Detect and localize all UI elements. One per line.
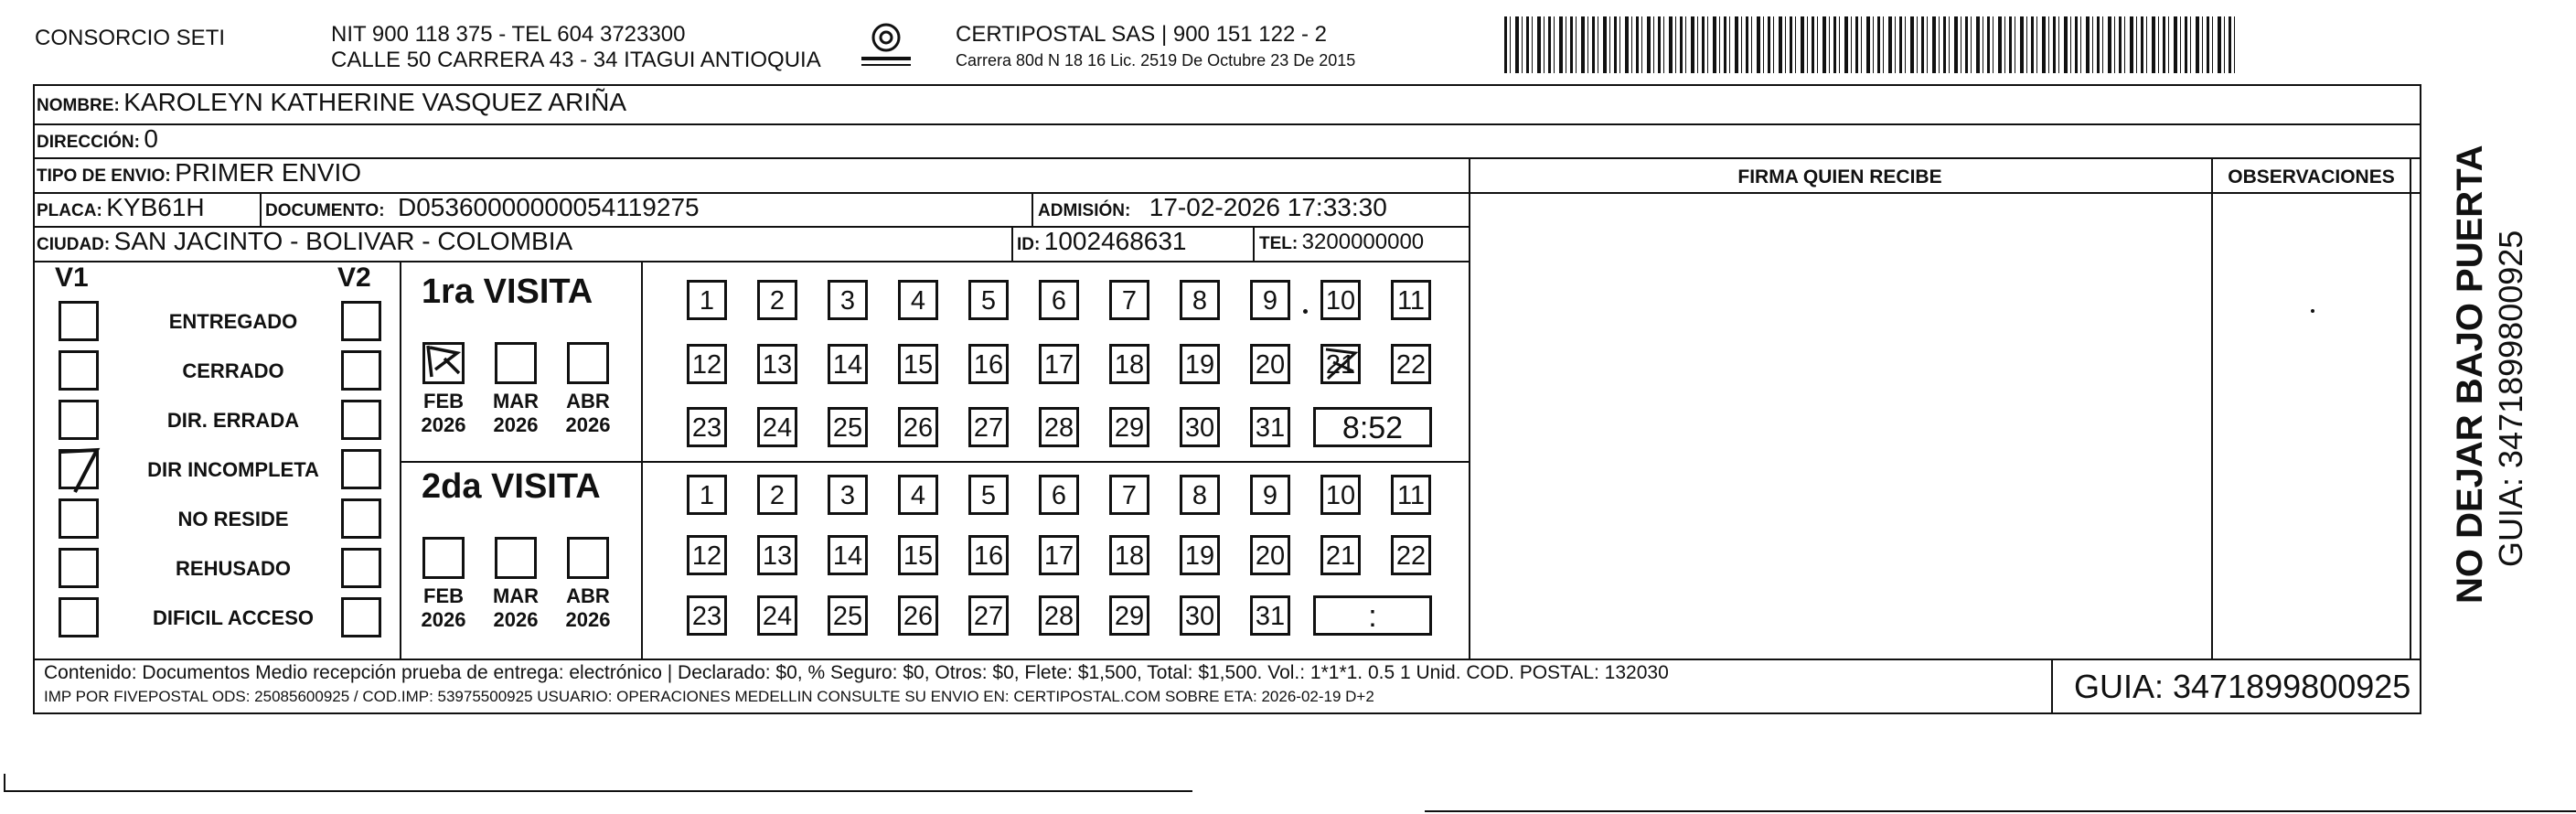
first-visit-day-2[interactable]: 2: [757, 280, 797, 320]
second-visit-day-18[interactable]: 18: [1109, 535, 1149, 575]
v2-header: V2: [337, 262, 371, 293]
direccion-row: [37, 124, 158, 154]
nombre-label: NOMBRE:: [37, 96, 120, 115]
second-visit-day-1[interactable]: 1: [687, 475, 727, 515]
first-visit-day-5[interactable]: 5: [968, 280, 1009, 320]
second-visit-day-28[interactable]: 28: [1039, 595, 1079, 636]
reason-label-7: DIFICIL ACCESO: [152, 606, 314, 629]
second-visit-day-24[interactable]: 24: [757, 595, 797, 636]
second-visit-day-2[interactable]: 2: [757, 475, 797, 515]
barcode: [1504, 16, 2236, 73]
second-visit-month-box-2[interactable]: [495, 537, 537, 579]
first-visit-time[interactable]: 8:52: [1313, 407, 1432, 447]
footer-contenido: Contenido: Documentos Medio recepción prueba de entrega: electrónico | Declarado: $0, % Seguro: $0, Otros: $0, Flete: $1,500, Total: $1,500. Vol.: 1*1*1. 0.5 1 Unid. COD. POSTAL: 132030: [44, 662, 1669, 683]
first-visit-day-25[interactable]: 25: [828, 407, 868, 447]
first-visit-day-15[interactable]: 15: [898, 344, 938, 384]
first-visit-day-27[interactable]: 27: [968, 407, 1009, 447]
handwritten-check-icon: [422, 342, 465, 384]
second-visit-day-7[interactable]: 7: [1109, 475, 1149, 515]
second-visit-day-17[interactable]: 17: [1039, 535, 1079, 575]
first-visit-day-21[interactable]: 21: [1320, 344, 1361, 384]
reason-label-5: NO RESIDE: [177, 508, 289, 530]
second-visit-day-31[interactable]: 31: [1250, 595, 1290, 636]
placa-label: PLACA:: [37, 201, 102, 220]
nit-line: NIT 900 118 375 - TEL 604 3723300: [331, 22, 686, 47]
v2-checkbox-1[interactable]: [341, 301, 381, 341]
first-visit-day-10[interactable]: 10: [1320, 280, 1361, 320]
v2-checkbox-5[interactable]: [341, 498, 381, 539]
first-visit-day-3[interactable]: 3: [828, 280, 868, 320]
first-visit-day-19[interactable]: 19: [1180, 344, 1220, 384]
v2-checkbox-4[interactable]: [341, 449, 381, 489]
first-visit-day-4[interactable]: 4: [898, 280, 938, 320]
first-visit-year-label-2: 2026: [493, 413, 539, 436]
v2-checkbox-2[interactable]: [341, 350, 381, 391]
second-visit-month-label-1: FEB: [423, 584, 464, 607]
tipo-envio-value: PRIMER ENVIO: [175, 158, 362, 187]
admision-row: [1038, 193, 1387, 222]
second-visit-year-label-1: 2026: [421, 608, 466, 631]
first-visit-day-13[interactable]: 13: [757, 344, 797, 384]
first-visit-day-20[interactable]: 20: [1250, 344, 1290, 384]
scan-line-left: [4, 790, 1192, 792]
v1-checkbox-3[interactable]: [59, 400, 99, 440]
tel-value: 3200000000: [1301, 230, 1425, 254]
admision-value: 17-02-2026 17:33:30: [1149, 193, 1387, 221]
second-visit-title: 2da VISITA: [422, 467, 601, 506]
tel-label: TEL:: [1259, 234, 1299, 253]
ciudad-value: SAN JACINTO - BOLIVAR - COLOMBIA: [113, 227, 573, 255]
second-visit-month-label-3: ABR: [566, 584, 610, 607]
first-visit-day-22[interactable]: 22: [1391, 344, 1431, 384]
second-visit-day-3[interactable]: 3: [828, 475, 868, 515]
second-visit-day-14[interactable]: 14: [828, 535, 868, 575]
address-line: CALLE 50 CARRERA 43 - 34 ITAGUI ANTIOQUIA: [331, 48, 821, 72]
second-visit-day-11[interactable]: 11: [1391, 475, 1431, 515]
first-visit-day-11[interactable]: 11: [1391, 280, 1431, 320]
v1-header: V1: [55, 262, 89, 293]
second-visit-month-box-3[interactable]: [567, 537, 609, 579]
placa-row: [37, 193, 205, 222]
reason-label-4: DIR INCOMPLETA: [147, 458, 319, 481]
direccion-label: DIRECCIÓN:: [37, 133, 140, 152]
second-visit-day-27[interactable]: 27: [968, 595, 1009, 636]
second-visit-day-19[interactable]: 19: [1180, 535, 1220, 575]
first-visit-day-14[interactable]: 14: [828, 344, 868, 384]
second-visit-day-21[interactable]: 21: [1320, 535, 1361, 575]
tipo-envio-label: TIPO DE ENVIO:: [37, 166, 171, 186]
second-visit-day-22[interactable]: 22: [1391, 535, 1431, 575]
first-visit-year-label-3: 2026: [565, 413, 611, 436]
reason-label-6: REHUSADO: [176, 557, 291, 580]
first-visit-day-28[interactable]: 28: [1039, 407, 1079, 447]
first-visit-month-label-2: MAR: [492, 390, 540, 412]
first-visit-day-23[interactable]: 23: [687, 407, 727, 447]
documento-label: DOCUMENTO:: [265, 201, 385, 220]
scan-line-right: [1425, 810, 2576, 812]
first-visit-day-7[interactable]: 7: [1109, 280, 1149, 320]
certipostal-line: CERTIPOSTAL SAS | 900 151 122 - 2: [956, 22, 1327, 47]
footer-guia: GUIA: 3471899800925: [2074, 668, 2411, 705]
v2-checkbox-7[interactable]: [341, 597, 381, 637]
first-visit-day-9[interactable]: 9: [1250, 280, 1290, 320]
first-visit-day-6[interactable]: 6: [1039, 280, 1079, 320]
second-visit-day-20[interactable]: 20: [1250, 535, 1290, 575]
id-value: 1002468631: [1043, 227, 1187, 255]
scan-corner-left: [4, 774, 5, 792]
second-visit-day-26[interactable]: 26: [898, 595, 938, 636]
second-visit-day-23[interactable]: 23: [687, 595, 727, 636]
second-visit-day-12[interactable]: 12: [687, 535, 727, 575]
license-line: Carrera 80d N 18 16 Lic. 2519 De Octubre 23 De 2015: [956, 51, 1356, 70]
second-visit-day-10[interactable]: 10: [1320, 475, 1361, 515]
second-visit-day-29[interactable]: 29: [1109, 595, 1149, 636]
v2-checkbox-3[interactable]: [341, 400, 381, 440]
first-visit-day-8[interactable]: 8: [1180, 280, 1220, 320]
first-visit-day-16[interactable]: 16: [968, 344, 1009, 384]
handwritten-check-icon: [55, 444, 101, 496]
first-visit-day-26[interactable]: 26: [898, 407, 938, 447]
first-visit-day-18[interactable]: 18: [1109, 344, 1149, 384]
first-visit-month-box-2[interactable]: [495, 342, 537, 384]
v1-checkbox-7[interactable]: [59, 597, 99, 637]
second-visit-day-8[interactable]: 8: [1180, 475, 1220, 515]
first-visit-day-24[interactable]: 24: [757, 407, 797, 447]
first-visit-year-label-1: 2026: [421, 413, 466, 436]
no-dejar-bajo-puerta: NO DEJAR BAJO PUERTA: [2450, 145, 2490, 604]
observaciones-header: OBSERVACIONES: [2228, 166, 2395, 187]
nombre-value: KAROLEYN KATHERINE VASQUEZ ARIÑA: [123, 88, 626, 116]
tipo-envio-row: [37, 158, 361, 187]
second-visit-day-13[interactable]: 13: [757, 535, 797, 575]
first-visit-month-label-1: FEB: [423, 390, 464, 412]
second-visit-day-5[interactable]: 5: [968, 475, 1009, 515]
observaciones-mark: [2311, 309, 2314, 313]
second-visit-month-label-2: MAR: [492, 584, 540, 607]
ciudad-label: CIUDAD:: [37, 235, 111, 254]
reason-label-3: DIR. ERRADA: [166, 409, 300, 432]
second-visit-day-25[interactable]: 25: [828, 595, 868, 636]
first-visit-day-12[interactable]: 12: [687, 344, 727, 384]
company-name: CONSORCIO SETI: [35, 26, 226, 50]
v1-checkbox-2[interactable]: [59, 350, 99, 391]
admision-label: ADMISIÓN:: [1038, 201, 1131, 220]
certipostal-logo: [854, 22, 918, 73]
second-visit-year-label-2: 2026: [493, 608, 539, 631]
second-visit-day-6[interactable]: 6: [1039, 475, 1079, 515]
v1-checkbox-1[interactable]: [59, 301, 99, 341]
tel-row: [1259, 230, 1424, 255]
direccion-value: 0: [144, 124, 158, 153]
first-visit-day-17[interactable]: 17: [1039, 344, 1079, 384]
firma-header: FIRMA QUIEN RECIBE: [1737, 166, 1942, 187]
reason-label-2: CERRADO: [182, 359, 284, 382]
v1-checkbox-6[interactable]: [59, 548, 99, 588]
first-visit-day-1[interactable]: 1: [687, 280, 727, 320]
id-label: ID:: [1017, 235, 1041, 254]
v2-checkbox-6[interactable]: [341, 548, 381, 588]
handwritten-dot: [1303, 309, 1308, 314]
first-visit-day-30[interactable]: 30: [1180, 407, 1220, 447]
placa-value: KYB61H: [106, 193, 205, 221]
first-visit-month-box-3[interactable]: [567, 342, 609, 384]
id-row: [1017, 227, 1187, 256]
second-visit-month-box-1[interactable]: [422, 537, 465, 579]
second-visit-day-4[interactable]: 4: [898, 475, 938, 515]
second-visit-day-9[interactable]: 9: [1250, 475, 1290, 515]
v1-checkbox-5[interactable]: [59, 498, 99, 539]
second-visit-day-30[interactable]: 30: [1180, 595, 1220, 636]
footer-usuario: IMP POR FIVEPOSTAL ODS: 25085600925 / COD.IMP: 53975500925 USUARIO: OPERACIONES MEDELLIN CONSULTE SU ENVIO EN: CERTIPOSTAL.COM SOBRE ETA: 2026-02-19 D+2: [44, 688, 1374, 705]
handwritten-mark-icon: [1320, 344, 1361, 384]
first-visit-day-31[interactable]: 31: [1250, 407, 1290, 447]
documento-value: D05360000000054119275: [398, 193, 700, 221]
second-visit-day-16[interactable]: 16: [968, 535, 1009, 575]
documento-row: [265, 193, 700, 222]
side-guia: GUIA: 3471899800925: [2492, 230, 2529, 567]
first-visit-month-label-3: ABR: [566, 390, 610, 412]
ciudad-row: [37, 227, 572, 256]
first-visit-day-29[interactable]: 29: [1109, 407, 1149, 447]
second-visit-year-label-3: 2026: [565, 608, 611, 631]
logo-mark-icon: [854, 22, 918, 73]
nombre-row: [37, 88, 626, 117]
second-visit-time[interactable]: :: [1313, 595, 1432, 636]
first-visit-title: 1ra VISITA: [422, 273, 593, 311]
reason-label-1: ENTREGADO: [168, 310, 298, 333]
second-visit-day-15[interactable]: 15: [898, 535, 938, 575]
